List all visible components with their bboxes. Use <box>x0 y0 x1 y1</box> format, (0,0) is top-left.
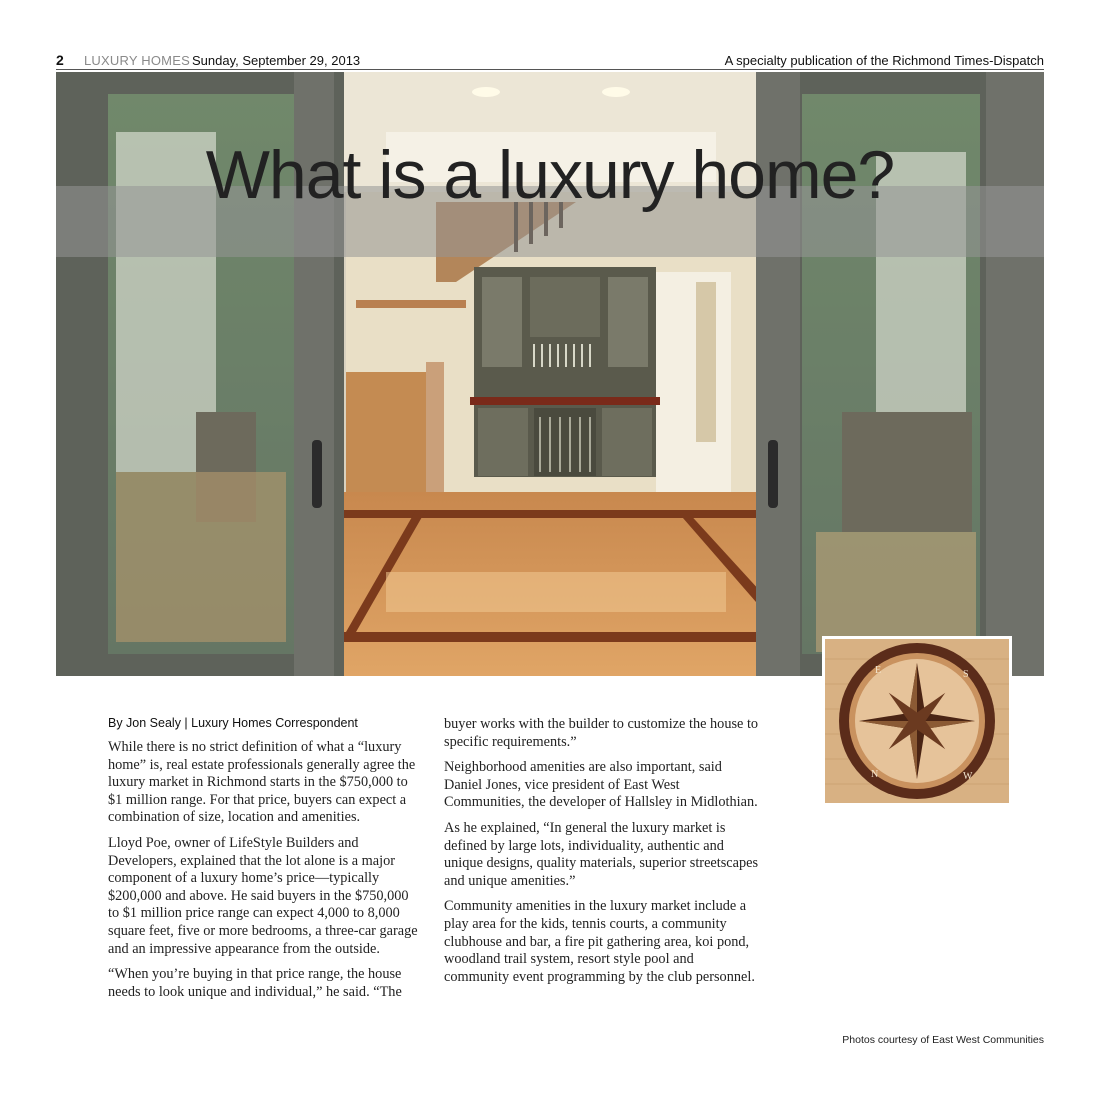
compass-rose-icon <box>825 639 1009 803</box>
section-name: LUXURY HOMES <box>84 53 190 68</box>
headline: What is a luxury home? <box>205 136 895 213</box>
article-column-1 <box>108 739 423 1009</box>
masthead <box>56 52 1044 70</box>
paragraph: As he explained, “In general the luxury market is defined by large lots, individuality, authentic and unique designs, quality materials, superior streetscapes and unique amenities.” <box>444 819 759 889</box>
paragraph: buyer works with the builder to customize the house to specific requirements.” <box>444 716 759 750</box>
paragraph: While there is no strict definition of what a “luxury home” is, real estate professionals generally agree the luxury market in Richmond starts in the $750,000 to $1 million range. For that price, buyers can expect a combination of size, location and amenities. <box>108 739 416 826</box>
compass-letter-e: E <box>875 665 882 676</box>
article-column-2 <box>444 716 759 994</box>
paragraph: “When you’re buying in that price range, the house needs to look unique and individual,” he said. “The <box>108 966 402 1000</box>
byline: By Jon Sealy | Luxury Homes Correspondent <box>108 716 358 730</box>
compass-inset-photo <box>822 636 1012 806</box>
paragraph: Neighborhood amenities are also important, said Daniel Jones, vice president of East West Communities, the developer of Hallsley in Midlothian. <box>444 759 758 811</box>
paragraph: Lloyd Poe, owner of LifeStyle Builders and Developers, explained that the lot alone is a major component of a luxury home’s price—typically $200,000 and above. He said buyers in the $750,000 to $1 million price range can expect 4,000 to 8,000 square feet, five or more bedrooms, a three-car garage and an impressive appearance from the outside. <box>108 834 418 957</box>
page-number: 2 <box>56 52 64 68</box>
masthead-rule <box>56 69 1044 70</box>
photo-credit: Photos courtesy of East West Communities <box>842 1034 1044 1046</box>
compass-letter-n: N <box>871 769 879 780</box>
paragraph: Community amenities in the luxury market include a play area for the kids, tennis courts, a community clubhouse and bar, a fire pit gathering area, koi pond, woodland trail system, resort style pool and community event programming by the club personnel. <box>444 898 755 985</box>
issue-date: Sunday, September 29, 2013 <box>192 53 361 68</box>
compass-letter-s: S <box>963 669 969 680</box>
hero-photo <box>56 72 1044 676</box>
compass-letter-w: W <box>963 771 973 782</box>
publication-tagline: A specialty publication of the Richmond Times-Dispatch <box>724 53 1044 68</box>
